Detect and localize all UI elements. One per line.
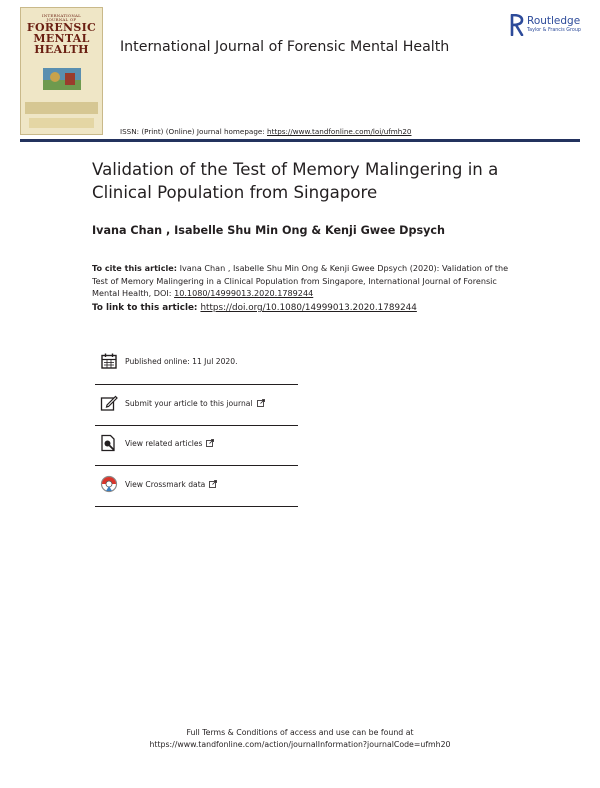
related-articles-item[interactable]: [100, 432, 214, 454]
item-divider: [95, 425, 298, 426]
cover-word-3: HEALTH: [34, 43, 89, 56]
calendar-icon: [100, 352, 118, 370]
published-online-text: Published online: 11 Jul 2020.: [125, 356, 238, 366]
header-rule: [20, 139, 580, 142]
cover-bottom-band: [29, 118, 94, 128]
external-link-icon: [257, 399, 265, 407]
external-link-icon: [209, 480, 217, 488]
link-label: To link to this article:: [92, 303, 198, 313]
item-divider: [95, 384, 298, 385]
submit-article-item[interactable]: [100, 392, 265, 414]
external-link-icon: [206, 439, 214, 447]
footer-line-1: Full Terms & Conditions of access and use can be found at: [186, 728, 414, 737]
journal-title[interactable]: International Journal of Forensic Mental Health: [120, 39, 450, 55]
journal-homepage-link[interactable]: https://www.tandfonline.com/loi/ufmh20: [267, 127, 412, 136]
publisher-name: Routledge: [527, 15, 581, 27]
citation-block: [92, 262, 522, 300]
article-doi-link[interactable]: https://doi.org/10.1080/14999013.2020.1789244: [200, 303, 417, 313]
edit-icon: [100, 394, 118, 412]
cite-doi-link[interactable]: 10.1080/14999013.2020.1789244: [174, 288, 314, 299]
publisher-subtitle: Taylor & Francis Group: [527, 28, 581, 33]
crossmark-text: View Crossmark data: [125, 479, 206, 489]
submit-article-text: Submit your article to this journal: [125, 398, 253, 408]
routledge-logo-icon: [510, 14, 524, 36]
article-link-line: [92, 303, 417, 313]
cover-small-2: JOURNAL OF: [46, 17, 77, 22]
item-divider: [95, 465, 298, 466]
article-authors: Ivana Chan , Isabelle Shu Min Ong & Kenji Gwee Dpsych: [92, 224, 446, 237]
cover-small-1: INTERNATIONAL: [41, 13, 82, 18]
issn-line: [120, 127, 412, 136]
article-title: Validation of the Test of Memory Malingering in a Clinical Population from Singapore: [92, 160, 499, 202]
cover-word-1: FORENSIC: [26, 21, 97, 34]
footer: [0, 727, 600, 750]
cover-strip: [25, 102, 98, 114]
cite-label: To cite this article:: [92, 263, 178, 273]
footer-terms-link[interactable]: https://www.tandfonline.com/action/journalInformation?journalCode=ufmh20: [149, 739, 451, 749]
cover-artwork-icon: [43, 68, 81, 90]
published-online-item: [100, 350, 238, 372]
journal-cover[interactable]: [20, 7, 103, 135]
related-articles-text: View related articles: [125, 438, 203, 448]
view-articles-icon: [100, 434, 118, 452]
cover-word-2: MENTAL: [33, 32, 90, 45]
issn-prefix: ISSN: (Print) (Online) Journal homepage:: [120, 127, 268, 136]
crossmark-icon: [100, 475, 118, 493]
crossmark-item[interactable]: [100, 473, 217, 495]
cover-title: [25, 14, 98, 55]
item-divider: [95, 506, 298, 507]
cite-text: Ivana Chan , Isabelle Shu Min Ong & Kenji Gwee Dpsych (2020): Validation of the Test of Memory Malingering in a Clinical Population from Singapore, International Journal of Forensic Mental Health, DOI:: [92, 263, 509, 299]
